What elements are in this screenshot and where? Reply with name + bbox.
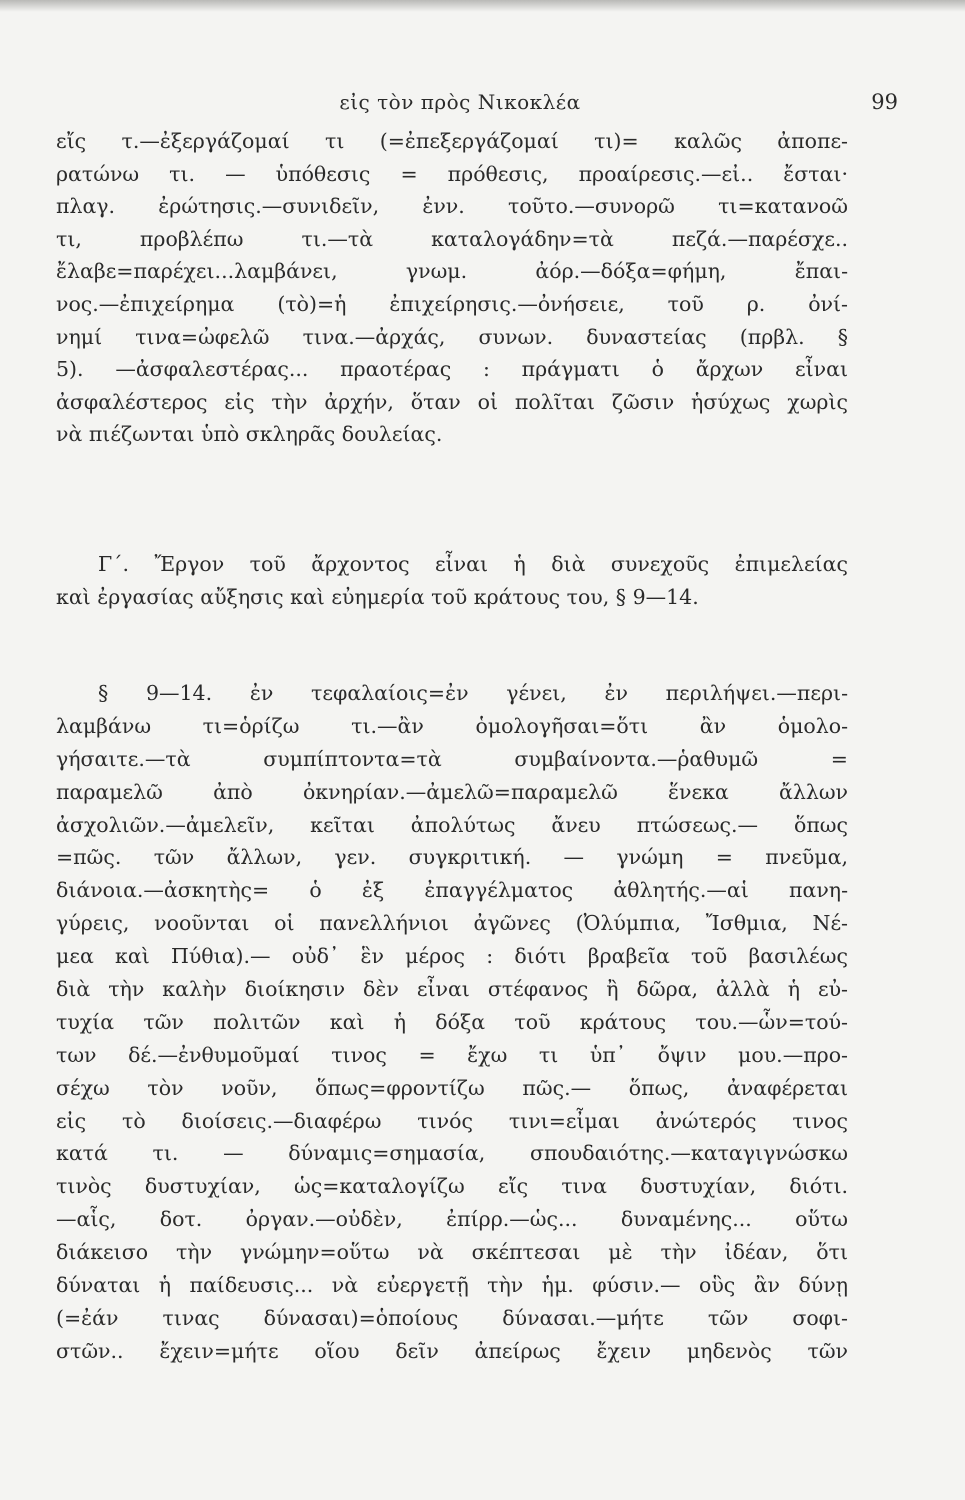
text-line: των δέ.—ἐνθυμοῦμαί τινος = ἔχω τι ὑπ᾽ ὄψιν μου.—προ- [56,1042,848,1067]
text-line: 5). —ἀσφαλεστέρας... πραοτέρας : πράγματι ὁ ἄρχων εἶναι [56,357,848,382]
text-line: μεα καὶ Πύθια).— οὐδ᾽ ἓν μέρος : διότι βραβεῖα τοῦ βασιλέως [56,944,848,969]
text-line: καὶ ἐργασίας αὔξησις καὶ εὐημερία τοῦ κράτους του, § 9—14. [56,584,699,609]
text-line: νημί τινα=ὠφελῶ τινα.—ἀρχάς, συνων. δυναστείας (πρβλ. § [56,324,848,349]
text-line: κατά τι. — δύναμις=σημασία, σπουδαιότης.—καταγιγνώσκω [56,1141,848,1166]
text-line: διὰ τὴν καλὴν διοίκησιν δὲν εἶναι στέφανος ἢ δῶρα, ἀλλὰ ἡ εὐ- [56,977,848,1002]
page-number: 99 [871,90,898,114]
text-line: παραμελῶ ἀπὸ ὀκνηρίαν.—ἀμελῶ=παραμελῶ ἕνεκα ἄλλων [56,779,848,804]
text-line: διάκεισο τὴν γνώμην=οὕτω νὰ σκέπτεσαι μὲ τὴν ἰδέαν, ὅτι [56,1240,848,1265]
text-line: ἀσχολιῶν.—ἀμελεῖν, κεῖται ἀπολύτως ἄνευ πτώσεως.— ὅπως [56,812,848,837]
text-line: =πῶς. τῶν ἄλλων, γεν. συγκριτική. — γνώμη = πνεῦμα, [56,845,848,870]
text-line: τι, προβλέπω τι.—τὰ καταλογάδην=τὰ πεζά.—παρέσχε.. [56,226,848,251]
text-line: λαμβάνω τι=ὁρίζω τι.—ἂν ὁμολογῆσαι=ὅτι ἂν ὁμολο- [56,713,848,738]
text-line: εἰς τὸ διοίσεις.—διαφέρω τινός τινι=εἶμαι ἀνώτερός τινος [56,1108,848,1133]
text-line: —αἷς, δοτ. ὀργαν.—οὐδὲν, ἐπίρρ.—ὡς... δυναμένης... οὕτω [56,1207,848,1232]
text-line: τυχία τῶν πολιτῶν καὶ ἡ δόξα τοῦ κράτους του.—ὧν=τού- [56,1009,848,1034]
paragraph-glossary-continuation [56,125,848,451]
text-line: ρατώνω τι. — ὑπόθεσις = πρόθεσις, προαίρεσις.—εἰ.. ἔσται· [56,161,848,186]
text-line: δύναται ἡ παίδευσις... νὰ εὐεργετῇ τὴν ἡμ. φύσιν.— οὓς ἂν δύνῃ [56,1273,848,1298]
text-line: πλαγ. ἐρώτησις.—συνιδεῖν, ἐνν. τοῦτο.—συνορῶ τι=κατανοῶ [56,194,848,219]
text-line: (=ἐάν τινας δύνασαι)=ὁποίους δύνασαι.—μήτε τῶν σοφι- [56,1305,848,1330]
text-line: νὰ πιέζωνται ὑπὸ σκληρᾶς δουλείας. [56,422,443,447]
text-line: εἴς τ.—ἐξεργάζομαί τι (=ἐπεξεργάζομαί τι)= καλῶς ἀποπε- [56,129,848,153]
scan-edge [0,0,965,12]
text-line: Γ΄. Ἔργον τοῦ ἄρχοντος εἶναι ἡ διὰ συνεχοῦς ἐπιμελείας [98,552,848,576]
text-line: διάνοια.—ἀσκητὴς= ὁ ἐξ ἐπαγγέλματος ἀθλητής.—αἱ πανη- [56,878,848,903]
text-line: § 9—14. ἐν τεφαλαίοις=ἐν γένει, ἐν περιλήψει.—περι- [98,681,848,705]
text-line: ἀσφαλέστερος εἰς τὴν ἀρχήν, ὅταν οἱ πολῖται ζῶσιν ἡσύχως χωρὶς [56,389,848,414]
paragraph-section-gamma [56,548,848,614]
page-header [60,84,898,118]
text-line: στῶν.. ἔχειν=μήτε οἵου δεῖν ἀπείρως ἔχειν μηδενὸς τῶν [56,1338,848,1363]
text-line: νος.—ἐπιχείρημα (τὸ)=ἡ ἐπιχείρησις.—ὀνήσειε, τοῦ ρ. ὀνί- [56,291,848,316]
text-line: σέχω τὸν νοῦν, ὅπως=φροντίζω πῶς.— ὅπως, ἀναφέρεται [56,1075,848,1100]
text-line: τινὸς δυστυχίαν, ὡς=καταλογίζω εἴς τινα δυστυχίαν, διότι. [56,1174,848,1199]
running-title: εἰς τὸν πρὸς Νικοκλέα [339,90,581,114]
text-line: ἔλαβε=παρέχει...λαμβάνει, γνωμ. ἀόρ.—δόξα=φήμη, ἔπαι- [56,259,848,284]
paragraph-glossary-9-14 [56,677,848,1368]
text-line: γήσαιτε.—τὰ συμπίπτοντα=τὰ συμβαίνοντα.—ῥαθυμῶ = [56,746,848,771]
text-line: γύρεις, νοοῦνται οἱ πανελλήνιοι ἀγῶνες (Ὀλύμπια, Ἴσθμια, Νέ- [56,911,848,936]
